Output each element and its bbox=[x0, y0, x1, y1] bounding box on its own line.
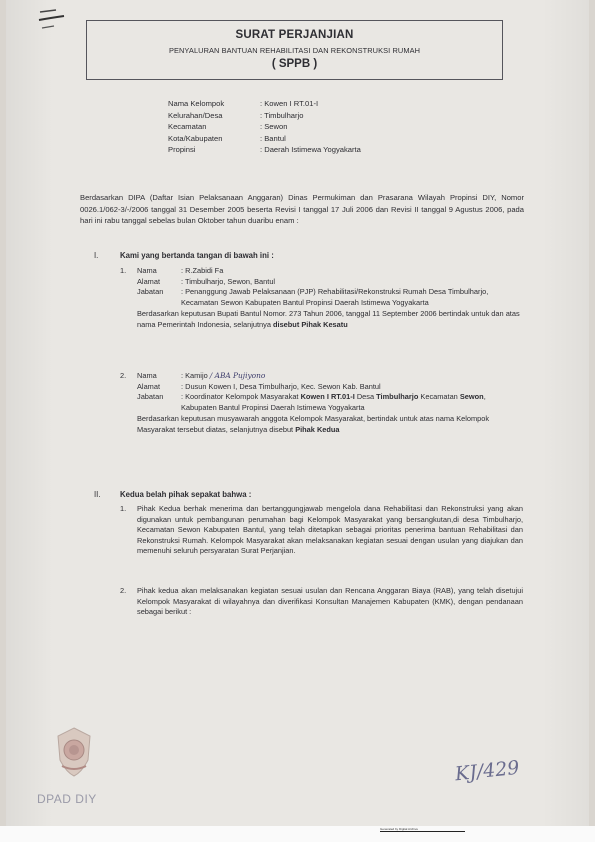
party-designation: Pihak Kedua bbox=[295, 424, 340, 434]
handwritten-name: / ABA Pujiyono bbox=[209, 371, 266, 380]
info-value: : Sewon bbox=[260, 122, 288, 131]
section-title: Kami yang bertanda tangan di bawah ini : bbox=[120, 251, 274, 260]
archive-stamp: DPAD DIY bbox=[37, 792, 97, 806]
field-label: Jabatan bbox=[137, 392, 164, 402]
description-text: Berdasarkan keputusan Bupati Bantul Nomor. 273 Tahun 2006, tanggal 11 September 2006 bertindak untuk dan atas nama Pemerintah Indonesia, selanjutnya bbox=[137, 309, 520, 329]
info-key: Kota/Kabupaten bbox=[168, 133, 223, 143]
info-key: Propinsi bbox=[168, 145, 196, 154]
section-number: I. bbox=[94, 251, 99, 260]
info-row bbox=[168, 110, 361, 122]
document-code: ( SPPB ) bbox=[271, 58, 318, 70]
section-1-heading bbox=[94, 251, 274, 260]
agreement-item bbox=[120, 586, 523, 618]
info-value: : Bantul bbox=[260, 133, 286, 143]
field-label: Alamat bbox=[137, 276, 161, 286]
party-position: : Penanggung Jawab Pelaksanaan (PJP) Rehabilitasi/Rekonstruksi Rumah Desa Timbulharjo, Kecamatan Sewon Kabupaten Bantul Propinsi Daerah Istimewa Yogyakarta bbox=[181, 287, 489, 307]
info-row bbox=[168, 133, 361, 145]
document-title: SURAT PERJANJIAN bbox=[235, 29, 354, 41]
item-text: Pihak Kedua berhak menerima dan bertanggungjawab mengelola dana Rehabilitasi dan Rekonstruksi yang akan digunakan untuk pembangunan perumahan bagi Kelompok Masyarakat yang bersangkutan,di desa Timbulharjo, Kecamatan Sewon Kabupaten Bantul, yang telah ditetapkan sebagai prioritas penerima bantuan Rehabilitasi dan Rekonstruksi Rumah. Kelompok Masyarakat akan melaksanakan kegiatan sesuai dengan usulan yang diajukan dan memenuhi seluruh persyaratan Surat Perjanjian. bbox=[137, 504, 523, 556]
footer-link[interactable]: Generated by Digital Archive bbox=[380, 827, 465, 832]
party-2-block bbox=[120, 371, 522, 436]
page-bottom-strip bbox=[0, 826, 595, 842]
agreement-item bbox=[120, 504, 523, 557]
info-value: : Daerah Istimewa Yogyakarta bbox=[260, 145, 361, 154]
field-label: Alamat bbox=[137, 381, 161, 391]
party-description bbox=[120, 414, 522, 435]
document-subtitle: PENYALURAN BANTUAN REHABILITASI DAN REKONSTRUKSI RUMAH bbox=[168, 46, 421, 55]
party-address: : Timbulharjo, Sewon, Bantul bbox=[181, 276, 276, 286]
party-description bbox=[120, 309, 522, 330]
party-name: : Kamijo bbox=[181, 371, 208, 380]
item-number: 2. bbox=[120, 586, 127, 595]
info-value: : Kowen I RT.01-I bbox=[260, 99, 319, 108]
party-1-block bbox=[120, 266, 522, 331]
party-name: : R.Zabidi Fa bbox=[181, 266, 224, 275]
intro-paragraph: Berdasarkan DIPA (Daftar Isian Pelaksanaan Anggaran) Dinas Permukiman dan Prasarana Wilayah Propinsi DIY, Nomor 0026.1/062-3/-/2006 tanggal 31 Desember 2005 beserta Revisi I tanggal 17 Juli 2006 dan Revisi II tanggal 9 Agustus 2006, pada hari ini rabu tanggal sebelas bulan Oktober tahun duaribu enam : bbox=[80, 193, 524, 225]
group-info-table bbox=[168, 98, 361, 156]
party-address: : Dusun Kowen I, Desa Timbulharjo, Kec. Sewon Kab. Bantul bbox=[181, 381, 381, 391]
info-value: : Timbulharjo bbox=[260, 110, 304, 120]
title-box bbox=[86, 20, 503, 80]
party-designation: disebut Pihak Kesatu bbox=[273, 319, 348, 329]
section-number: II. bbox=[94, 490, 101, 499]
info-key: Kecamatan bbox=[168, 122, 207, 131]
section-title: Kedua belah pihak sepakat bahwa : bbox=[120, 490, 252, 499]
party-number: 1. bbox=[120, 266, 127, 275]
section-2-heading bbox=[94, 490, 251, 499]
description-text: Berdasarkan keputusan musyawarah anggota Kelompok Masyarakat, bertindak untuk atas nama Kelompok Masyarakat tersebut diatas, selanjutnya disebut bbox=[137, 414, 490, 434]
item-number: 1. bbox=[120, 504, 127, 513]
binder-clip-mark bbox=[38, 8, 68, 34]
field-label: Nama bbox=[137, 371, 157, 380]
info-key: Kelurahan/Desa bbox=[168, 110, 223, 120]
field-label: Jabatan bbox=[137, 287, 164, 297]
item-text: Pihak kedua akan melaksanakan kegiatan sesuai usulan dan Rencana Anggaran Biaya (RAB), yang telah disetujui Kelompok Masyarakat di wilayahnya dan diverifikasi Konsultan Manajemen Kabupaten (KMK), dengan pendanaan sebagai berikut : bbox=[137, 586, 523, 617]
info-key: Nama Kelompok bbox=[168, 99, 225, 108]
info-row bbox=[168, 98, 361, 110]
handwritten-code: KJ/429 bbox=[454, 756, 521, 786]
party-position: : Koordinator Kelompok Masyarakat Kowen I RT.01-I Desa Timbulharjo Kecamatan Sewon, Kabupaten Bantul Propinsi Daerah Istimewa Yogyakarta bbox=[181, 392, 486, 412]
field-label: Nama bbox=[137, 266, 157, 275]
info-row bbox=[168, 144, 361, 156]
info-row bbox=[168, 121, 361, 133]
government-seal-icon bbox=[54, 726, 94, 778]
party-number: 2. bbox=[120, 371, 127, 380]
